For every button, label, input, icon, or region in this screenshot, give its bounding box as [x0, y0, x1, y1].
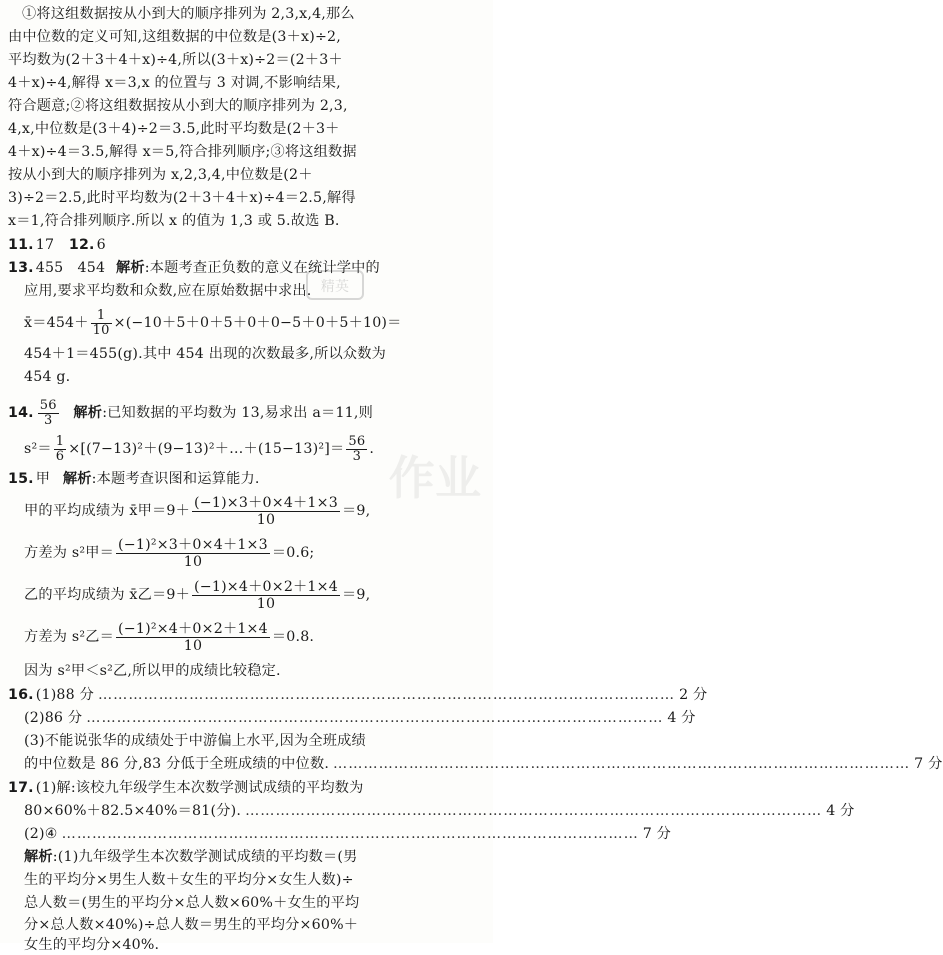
- q17-analysis-label: 解析: [24, 849, 53, 865]
- q13-frac-den: 10: [92, 322, 110, 338]
- q16-p3-points: 7 分: [914, 756, 943, 772]
- q17-explanation-4: 分×总人数×40%)÷总人数＝男生的平均分×60%＋: [24, 917, 359, 933]
- q13-number: 13.: [8, 260, 34, 276]
- q10-line-8: 按从小到大的顺序排列为 x,2,3,4,中位数是(2＋: [8, 167, 313, 183]
- q15-yi-mean-fraction: [192, 579, 340, 612]
- watermark-text: 作业: [388, 451, 482, 505]
- q16-number: 16.: [8, 687, 34, 703]
- q14-result-fraction: [346, 435, 367, 464]
- q15-jia-var-den: 10: [183, 553, 203, 570]
- q10-line-5: 符合题意;②将这组数据按从小到大的顺序排列为 2,3,: [8, 98, 348, 114]
- q17-number: 17.: [8, 780, 34, 796]
- q14-formula-body: ×[(7−13)²＋(9−13)²＋…＋(15−13)²]＝: [68, 441, 345, 457]
- q14-text-1: :已知数据的平均数为 13,易求出 a＝11,则: [102, 405, 373, 421]
- q14-answer-num: 56: [39, 397, 57, 413]
- q15-yi-mean-num: (−1)×4＋0×2＋1×4: [194, 578, 338, 595]
- q13-text-2: 应用,要求平均数和众数,应在原始数据中求出.: [24, 283, 312, 299]
- q16-part-3b: [24, 753, 943, 775]
- q15-jia-mean-den: 10: [256, 511, 276, 528]
- q16-p1: (1)88 分: [35, 687, 94, 703]
- q17-p2: (2)④: [24, 826, 58, 842]
- q14-s2: s²＝: [24, 441, 52, 457]
- q14-answer-fraction: [38, 399, 59, 428]
- q16-p2-points: 4 分: [667, 710, 696, 726]
- q14-fraction: [54, 435, 66, 464]
- q13-header: [8, 257, 487, 279]
- q15-jia-var-fraction: [116, 537, 270, 570]
- q10-line-10: x＝1,符合排列顺序.所以 x 的值为 1,3 或 5.故选 B.: [8, 213, 340, 229]
- q17-explanation-5: 女生的平均分×40%.: [24, 937, 160, 953]
- q17-p2-points: 7 分: [642, 826, 672, 842]
- q16-part-3a: (3)不能说张华的成绩处于中游偏上水平,因为全班成绩: [24, 733, 366, 749]
- q13-fraction: [91, 309, 112, 338]
- q15-yi-mean-pre: 乙的平均成绩为 x̄乙＝9＋: [24, 587, 191, 603]
- q17-part-1b: [24, 800, 855, 822]
- q15-yi-var-post: ＝0.8.: [271, 629, 315, 645]
- q10-line-6: 4,x,中位数是(3＋4)÷2＝3.5,此时平均数是(2＋3＋: [8, 121, 340, 137]
- q14-formula: s²＝ $\frac{1}{6}$ ×[(7−13)²＋(9−13)²＋…＋(15−13)²]＝ $\frac{56}{3}$ .: [24, 433, 375, 464]
- q15-yi-var-num: (−1)²×4＋0×2＋1×4: [118, 620, 268, 637]
- q10-line-9: 3)÷2＝2.5,此时平均数为(2＋3＋4＋x)÷4＝2.5,解得: [8, 190, 356, 206]
- q17-explanation-2: 生的平均分×男生人数＋女生的平均分×女生人数)÷: [24, 872, 354, 888]
- stamp-text: 精英: [320, 279, 350, 295]
- q13-line-5: 454 g.: [24, 369, 71, 385]
- q15-analysis-label: 解析: [62, 471, 92, 487]
- q15-jia-var-pre: 方差为 s²甲＝: [24, 545, 115, 561]
- q16-p1-points: 2 分: [679, 687, 708, 703]
- q10-line-4: 4＋x)÷4,解得 x＝3,x 的位置与 3 对调,不影响结果,: [8, 75, 341, 91]
- leader-dots: ……………………………………………………………………………………………………: [61, 826, 639, 842]
- q15-jia-mean-pre: 甲的平均成绩为 x̄甲＝9＋: [24, 503, 191, 519]
- leader-dots: ……………………………………………………………………………………………………: [86, 710, 664, 726]
- q15-yi-var-fraction: [116, 621, 270, 654]
- q13-formula: [24, 305, 487, 341]
- q11-number: 11.: [8, 237, 34, 253]
- q14-result-den: 3: [352, 448, 362, 464]
- q16-p3b: 的中位数是 86 分,83 分低于全班成绩的中位数.: [24, 756, 330, 772]
- q15-yi-var-pre: 方差为 s²乙＝: [24, 629, 115, 645]
- q13-formula-pre: x̄＝454＋: [24, 315, 89, 331]
- q15-jia-mean-post: ＝9,: [341, 503, 371, 519]
- q12-number: 12.: [68, 237, 95, 253]
- q17-p1-points: 4 分: [826, 803, 855, 819]
- q15-jia-mean-fraction: [192, 495, 340, 528]
- q15-yi-mean-den: 10: [256, 595, 276, 612]
- q13-frac-num: 1: [91, 309, 112, 324]
- q10-line-1: ①将这组数据按从小到大的顺序排列为 2,3,x,4,那么: [22, 6, 355, 22]
- q15-jia-variance: [24, 534, 487, 572]
- q14-analysis-label: 解析: [73, 405, 103, 421]
- q10-line-7: 4＋x)÷4＝3.5,解得 x＝5,符合排列顺序;③将这组数据: [8, 144, 357, 160]
- publisher-stamp-icon: [305, 268, 365, 302]
- q16-p2: (2)86 分: [24, 710, 83, 726]
- q14-frac-num: 1: [55, 433, 65, 449]
- watermark-icon: [380, 432, 490, 522]
- q14-header: [8, 395, 487, 431]
- q15-conclusion: 因为 s²甲＜s²乙,所以甲的成绩比较稳定.: [24, 663, 281, 679]
- q17-part-1a: [8, 777, 487, 799]
- q12-answer: 6: [96, 237, 106, 253]
- q15-text-1: :本题考查识图和运算能力.: [91, 471, 260, 487]
- q14-result-num: 56: [348, 433, 366, 449]
- q10-line-3: 平均数为(2＋3＋4＋x)÷4,所以(3＋x)÷2＝(2＋3＋: [8, 52, 343, 68]
- q15-jia-var-num: (−1)²×3＋0×4＋1×3: [118, 536, 268, 553]
- leader-dots: ……………………………………………………………………………………………………: [97, 687, 676, 703]
- q11-answer: 17: [35, 237, 55, 253]
- q10-line-2: 由中位数的定义可知,这组数据的中位数是(3＋x)÷2,: [8, 29, 341, 45]
- q11-q12-row: [8, 234, 487, 256]
- q15-yi-var-den: 10: [183, 637, 203, 654]
- q14-frac-den: 6: [55, 448, 65, 464]
- q13-analysis-label: 解析: [115, 260, 145, 276]
- q13-formula-post: ×(−10＋5＋0＋5＋0＋0−5＋0＋5＋10)＝: [113, 315, 402, 331]
- q15-yi-mean-post: ＝9,: [341, 587, 371, 603]
- q15-jia-mean-num: (−1)×3＋0×4＋1×3: [194, 494, 338, 511]
- q15-yi-variance: [24, 618, 487, 656]
- q13-line-4: 454＋1＝455(g).其中 454 出现的次数最多,所以众数为: [24, 346, 387, 362]
- q17-p1b: 80×60%＋82.5×40%＝81(分).: [24, 803, 242, 819]
- q16-part-1: [8, 684, 708, 706]
- q17-e1: :(1)九年级学生本次数学测试成绩的平均数＝(男: [52, 849, 358, 865]
- q15-answer: 甲: [35, 471, 51, 487]
- q16-part-2: [24, 707, 696, 729]
- q15-yi-mean: [24, 576, 487, 614]
- q15-number: 15.: [8, 471, 34, 487]
- q14-answer-den: 3: [43, 412, 53, 428]
- q14-number: 14.: [8, 405, 34, 421]
- leader-dots: ……………………………………………………………………………………………………: [333, 756, 911, 772]
- q17-part-2: [24, 823, 672, 845]
- leader-dots: ……………………………………………………………………………………………………: [245, 803, 823, 819]
- q17-p1a: (1)解:该校九年级学生本次数学测试成绩的平均数为: [35, 780, 364, 796]
- q17-explanation-3: 总人数＝(男生的平均分×总人数×60%＋女生的平均: [24, 895, 360, 911]
- q13-text-1: :本题考查正负数的意义在统计学中的: [144, 260, 380, 276]
- q15-jia-var-post: ＝0.6;: [271, 545, 315, 561]
- q13-answer: 455 454: [35, 260, 106, 276]
- q17-explanation-1: [24, 846, 487, 868]
